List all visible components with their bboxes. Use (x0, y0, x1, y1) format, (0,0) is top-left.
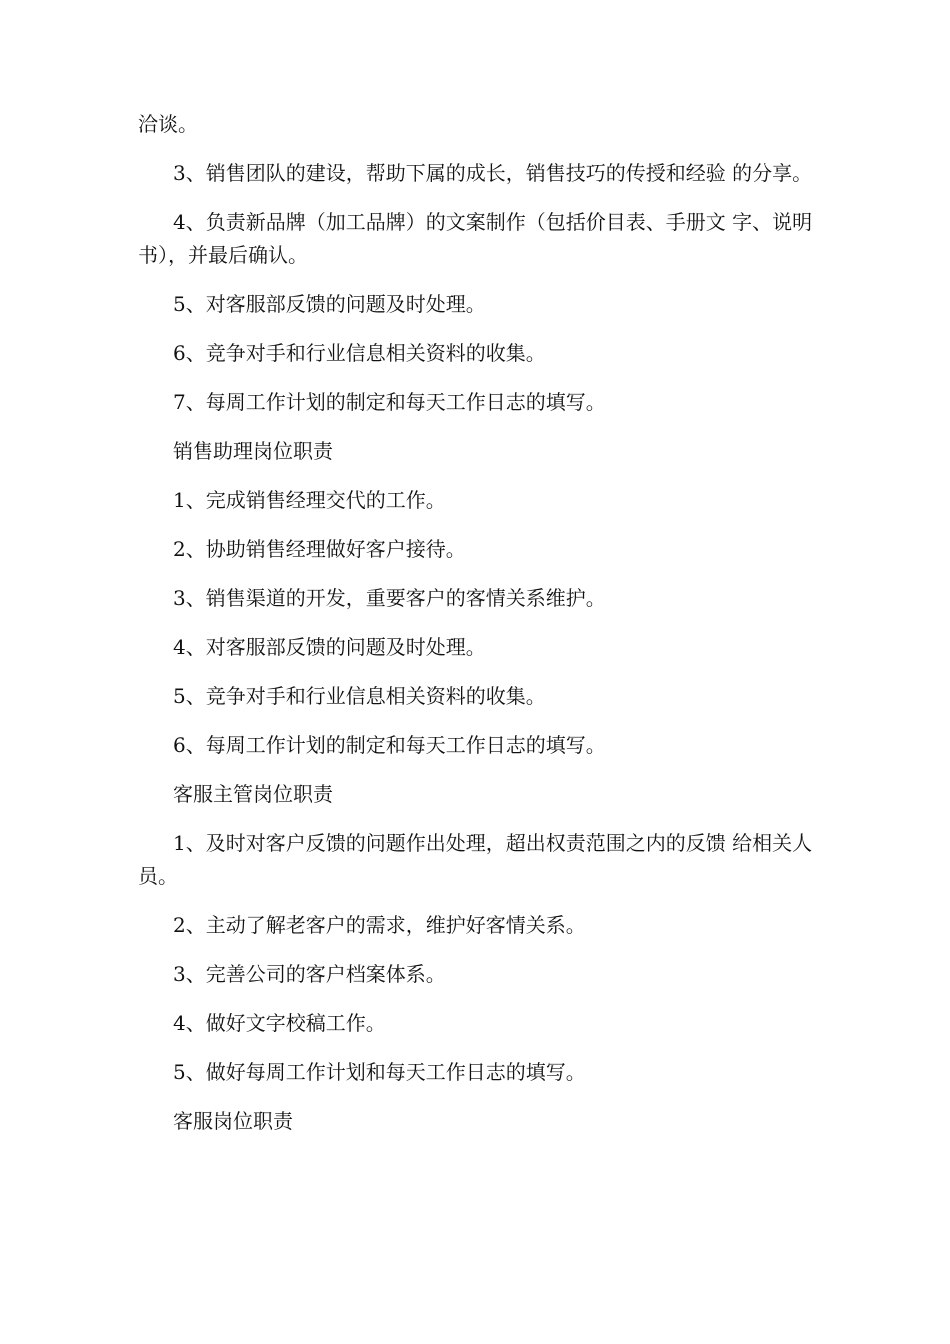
paragraph-continuation: 洽谈。 (138, 112, 198, 136)
paragraph-item: 2、主动了解老客户的需求，维护好客情关系。 (173, 913, 586, 937)
paragraph-item: 6、每周工作计划的制定和每天工作日志的填写。 (173, 733, 606, 757)
paragraph-item: 4、负责新品牌（加工品牌）的文案制作（包括价目表、手册文 字、说明书），并最后确认。 (138, 210, 813, 267)
section-heading-customer-service-supervisor: 客服主管岗位职责 (173, 782, 333, 806)
document-body (138, 108, 828, 1154)
paragraph-item: 4、对客服部反馈的问题及时处理。 (173, 635, 486, 659)
paragraph-item: 5、对客服部反馈的问题及时处理。 (173, 292, 486, 316)
paragraph-item: 2、协助销售经理做好客户接待。 (173, 537, 466, 561)
paragraph-item: 1、及时对客户反馈的问题作出处理，超出权责范围之内的反馈 给相关人员。 (138, 831, 813, 888)
paragraph-item: 5、竞争对手和行业信息相关资料的收集。 (173, 684, 546, 708)
paragraph-item: 6、竞争对手和行业信息相关资料的收集。 (173, 341, 546, 365)
section-heading-sales-assistant: 销售助理岗位职责 (173, 439, 333, 463)
paragraph-item: 3、完善公司的客户档案体系。 (173, 962, 446, 986)
paragraph-item: 4、做好文字校稿工作。 (173, 1011, 386, 1035)
paragraph-item: 1、完成销售经理交代的工作。 (173, 488, 446, 512)
paragraph-item: 5、做好每周工作计划和每天工作日志的填写。 (173, 1060, 586, 1084)
paragraph-item: 7、每周工作计划的制定和每天工作日志的填写。 (173, 390, 606, 414)
section-heading-customer-service: 客服岗位职责 (173, 1109, 293, 1133)
paragraph-item: 3、销售渠道的开发，重要客户的客情关系维护。 (173, 586, 606, 610)
paragraph-item: 3、销售团队的建设，帮助下属的成长，销售技巧的传授和经验 的分享。 (173, 161, 813, 185)
